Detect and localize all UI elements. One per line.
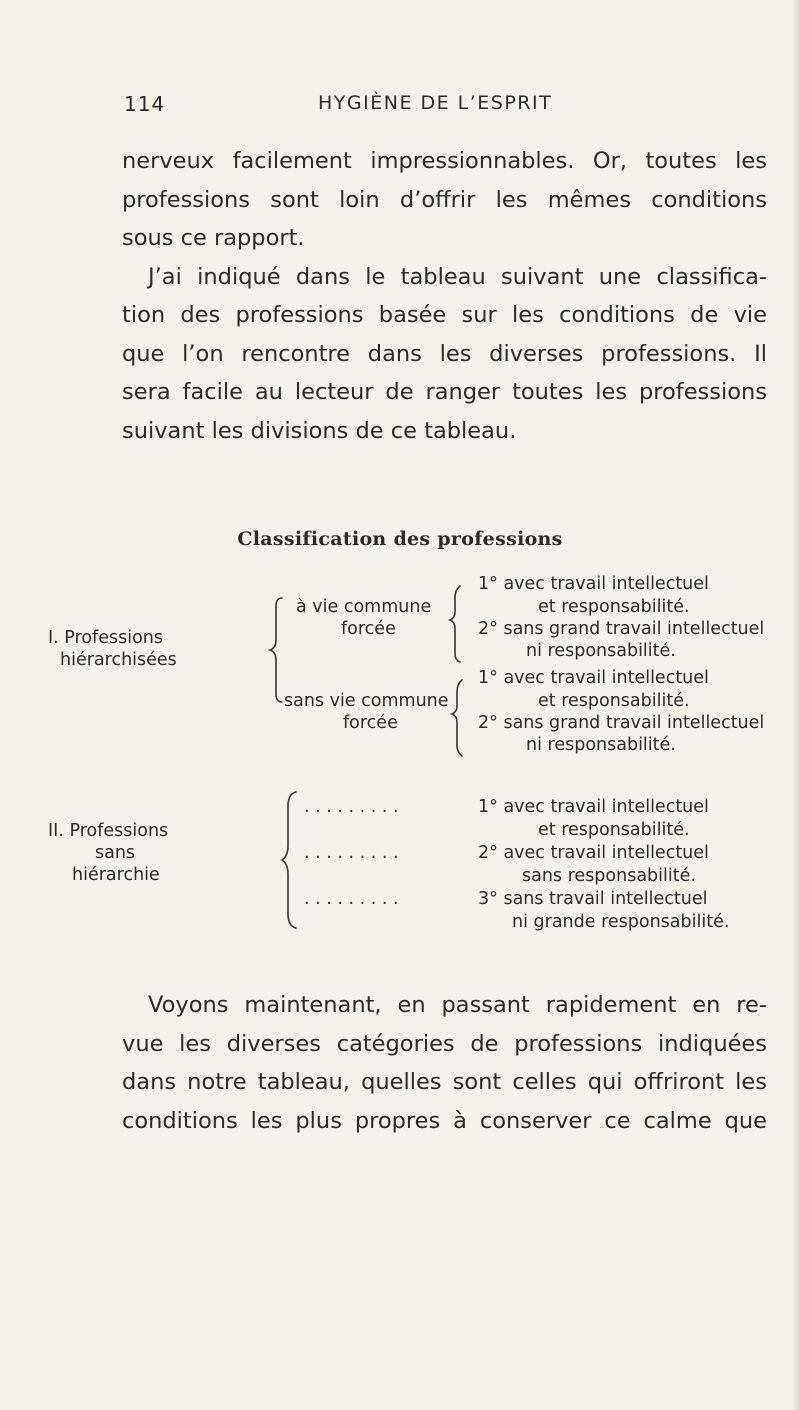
sub1-item1: et responsabilité. — [538, 597, 690, 617]
sub2-item2: 2° sans grand travail intellectuel — [478, 713, 765, 733]
sub1-label: à vie commune — [296, 597, 432, 617]
sub2-item1: 1° avec travail intellectuel — [478, 668, 709, 688]
text-line: Voyons maintenant, en passant rapidement en re- — [148, 992, 767, 1018]
leader-dots: . . . . . . . . . — [304, 889, 399, 909]
text-line: sera facile au lecteur de ranger toutes les professions — [122, 379, 767, 405]
text-line: vue les diverses catégories de professions indiquées — [122, 1030, 767, 1057]
group1-label: hiérarchisées — [60, 650, 177, 670]
text-line: dans notre tableau, quelles sont celles qui offriront les — [122, 1069, 767, 1095]
running-title: HYGIÈNE DE L’ESPRIT — [318, 92, 553, 114]
table-title: Classification des professions — [237, 528, 563, 550]
sub1-label: forcée — [341, 619, 396, 639]
group2-item3: 3° sans travail intellectuel — [478, 889, 708, 909]
sub1-item1: 1° avec travail intellectuel — [478, 574, 709, 594]
brace-sub1 — [450, 586, 460, 662]
sub1-item2: 2° sans grand travail intellectuel — [478, 619, 765, 639]
group2-item3: ni grande responsabilité. — [512, 912, 730, 932]
group2-label: II. Professions — [48, 821, 169, 841]
sub2-label: sans vie commune — [284, 691, 449, 711]
group2-item1: 1° avec travail intellectuel — [478, 797, 709, 817]
text-line: sous ce rapport. — [122, 225, 305, 251]
text-line: tion des professions basée sur les conditions de vie — [122, 302, 767, 328]
text-line: professions sont loin d’offrir les mêmes conditions — [122, 186, 767, 213]
text-line: que l’on rencontre dans les diverses professions. Il — [122, 340, 767, 367]
group2-label: hiérarchie — [72, 865, 160, 885]
group2-label: sans — [95, 843, 136, 863]
outro-paragraph — [122, 986, 767, 1140]
group1-label: I. Professions — [48, 628, 163, 648]
text-line: suivant les divisions de ce tableau. — [122, 417, 517, 444]
leader-dots: . . . . . . . . . — [304, 843, 399, 863]
text-line: conditions les plus propres à conserver ce calme que — [122, 1107, 767, 1134]
group2-item2: sans responsabilité. — [522, 866, 696, 886]
sub1-item2: ni responsabilité. — [526, 641, 676, 661]
brace-sub2 — [452, 680, 462, 756]
sub2-item2: ni responsabilité. — [526, 735, 676, 755]
text-line: J’ai indiqué dans le tableau suivant une classifica- — [148, 263, 767, 290]
sub2-label: forcée — [343, 713, 398, 733]
leader-dots: . . . . . . . . . — [304, 797, 399, 817]
brace-group2 — [282, 792, 296, 928]
brace-group1 — [270, 598, 282, 702]
text-line: nerveux facilement impressionnables. Or, toutes les — [122, 148, 767, 174]
group2-item2: 2° avec travail intellectuel — [478, 843, 709, 863]
group2-item1: et responsabilité. — [538, 820, 690, 840]
page-number: 114 — [124, 92, 166, 116]
sub2-item1: et responsabilité. — [538, 691, 690, 711]
